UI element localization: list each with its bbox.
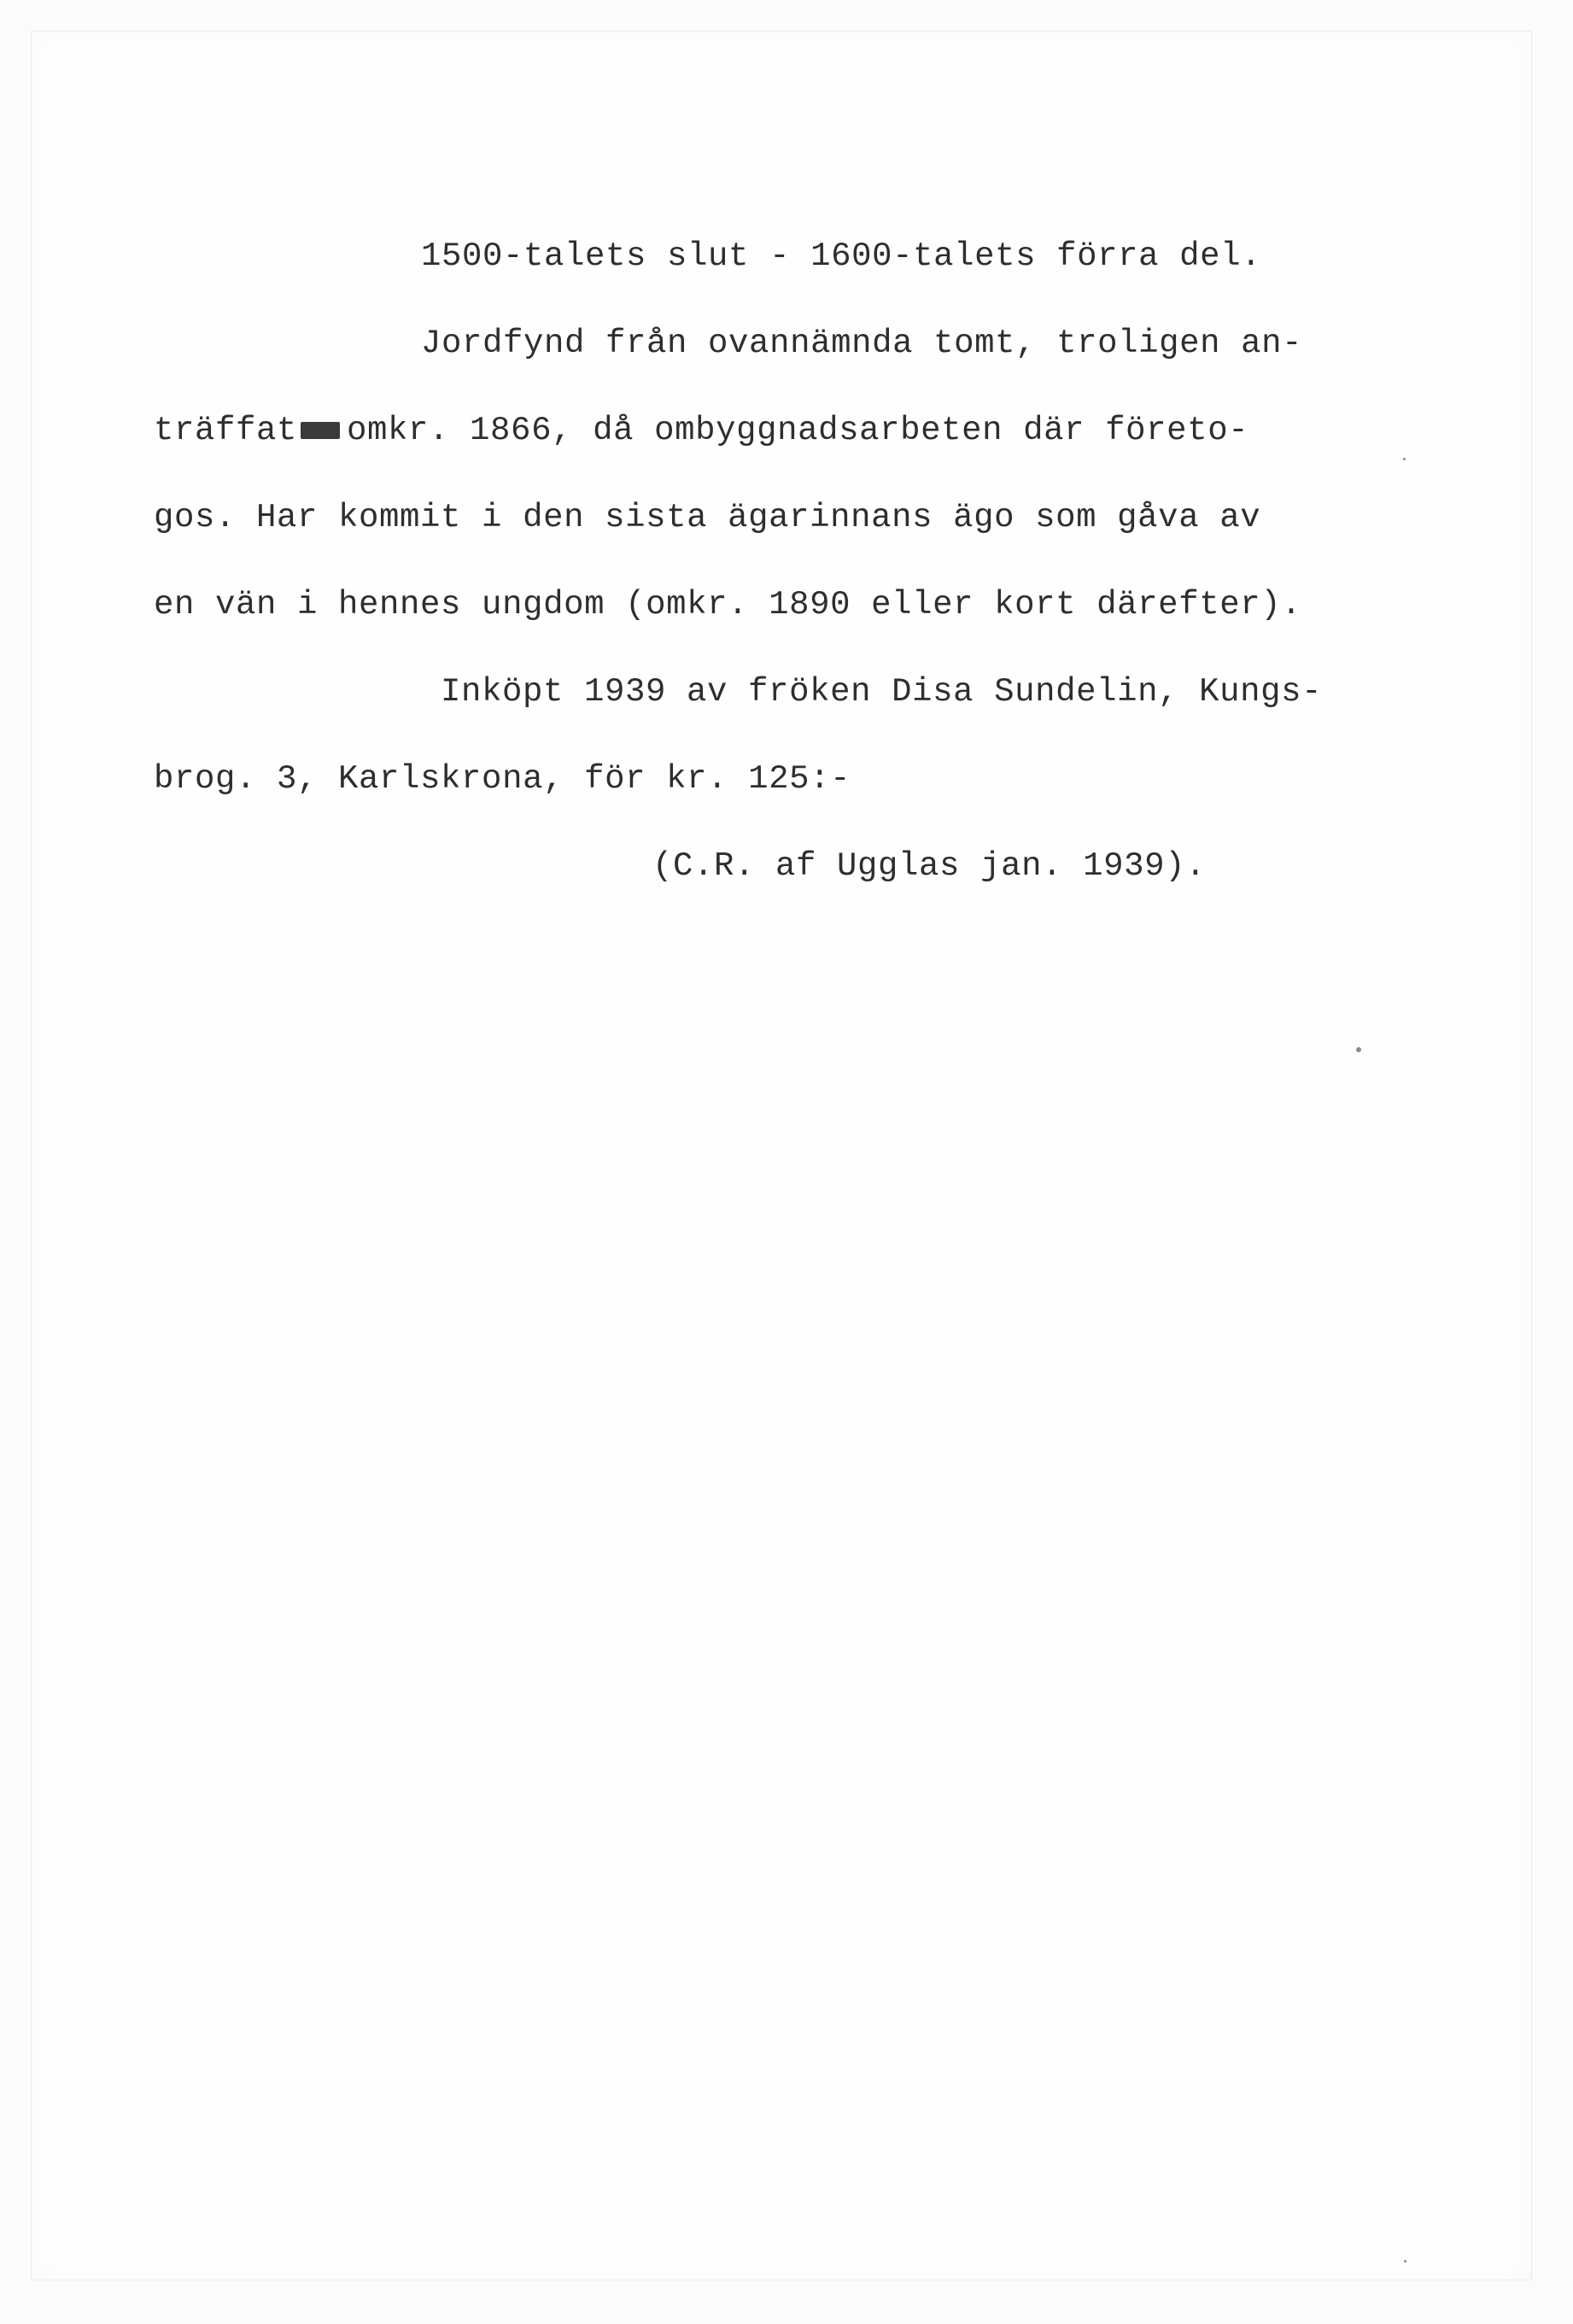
- paper-speck: [1356, 1047, 1361, 1052]
- signature-line: (C.R. af Ugglas jan. 1939).: [652, 847, 1207, 885]
- paper-speck: [1404, 2260, 1406, 2263]
- text-line-3: gos. Har kommit i den sista ägarinnans ägo som gåva av: [154, 499, 1261, 536]
- text-line-4: en vän i hennes ungdom (omkr. 1890 eller kort därefter).: [154, 586, 1302, 623]
- text-line-5: Inköpt 1939 av fröken Disa Sundelin, Kungs-: [441, 673, 1323, 711]
- text-fragment: träffat: [154, 412, 298, 449]
- paper-speck: [1403, 458, 1406, 460]
- text-line-6: brog. 3, Karlskrona, för kr. 125:-: [154, 760, 851, 798]
- text-line-1: Jordfynd från ovannämnda tomt, troligen an-: [421, 325, 1303, 362]
- text-fragment: omkr. 1866, då ombyggnadsarbeten där företo-: [347, 412, 1249, 449]
- index-card: [31, 31, 1532, 2280]
- struck-out-mark: [301, 422, 340, 439]
- text-line-2: [154, 411, 1248, 450]
- heading-line: 1500-talets slut - 1600-talets förra del.: [421, 237, 1262, 275]
